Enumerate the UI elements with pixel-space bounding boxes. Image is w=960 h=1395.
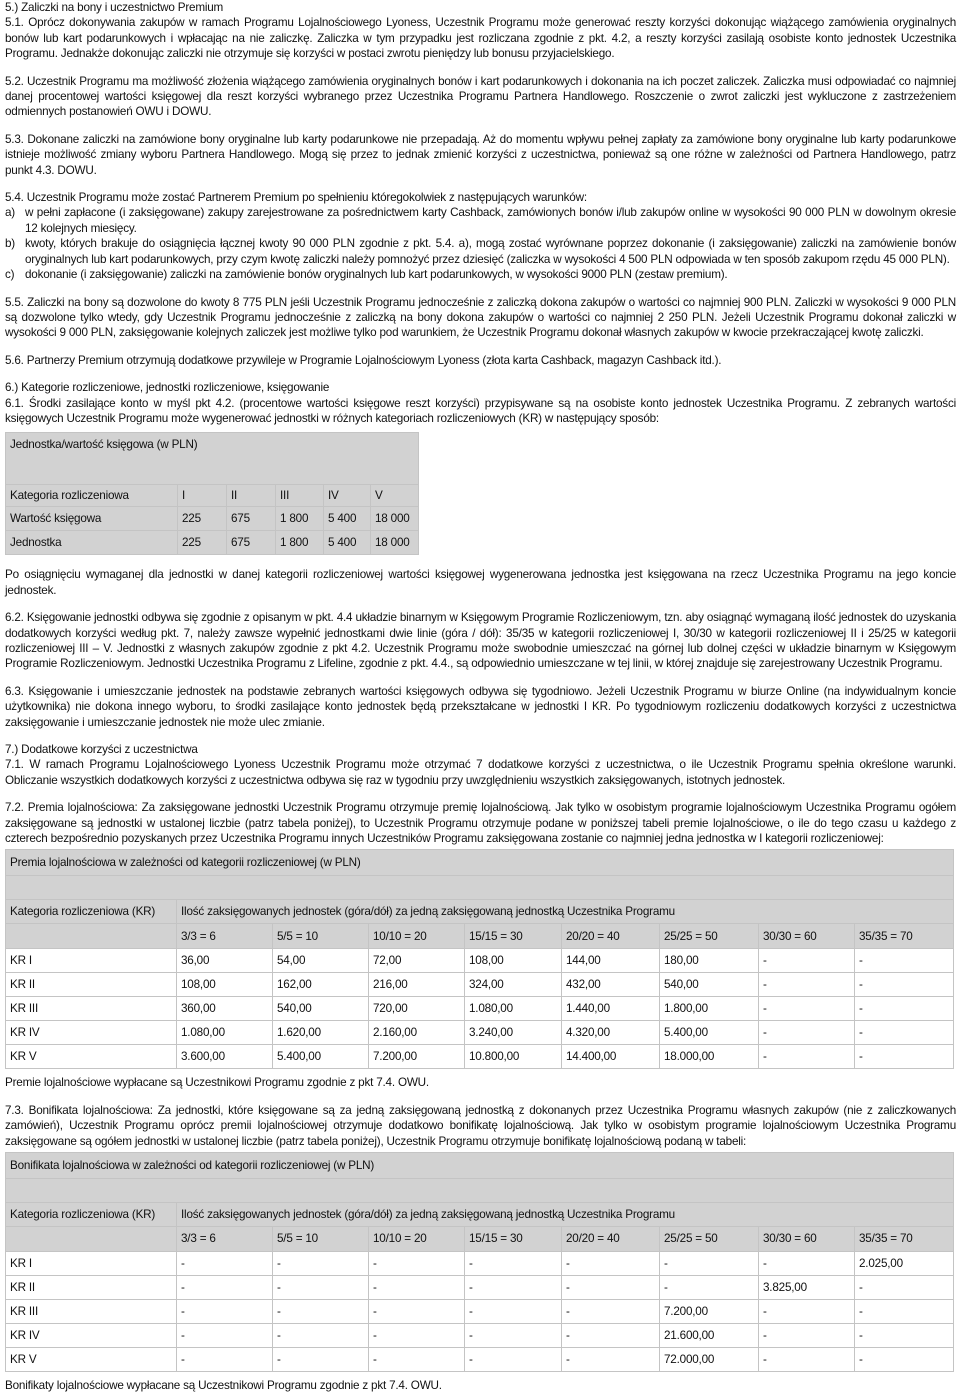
bonus-table-cell: - <box>273 1300 369 1324</box>
loyalty-premium-table <box>5 849 954 1069</box>
bonus-table-level: 30/30 = 60 <box>759 1227 855 1252</box>
bonus-table-cell: 72.000,00 <box>660 1348 759 1372</box>
paragraph-5-2: 5.2. Uczestnik Programu ma możliwość złożenia wiążącego zamówienia oryginalnych bonów i kart podarunkowych i dokonania na ich poczet zaliczek. Zaliczka musi odpowiadać co najmniej danej procentowej wartości księgowej dla reszt korzyści wybranego przez Uczestnika Programu Partnera Handlowego. Roszczenie o zwrot zaliczki jest wykluczone z zastrzeżeniem odmiennych postanowień OWU i DOWU. <box>5 74 956 119</box>
unit-table-cell: Wartość księgowa <box>6 507 178 531</box>
bonus-table-span-header: Ilość zaksięgowanych jednostek (góra/dół) za jedną zaksięgowaną jednostką Uczestnika Programu <box>177 1203 954 1227</box>
paragraph-6-2: 6.2. Księgowanie jednostki odbywa się zgodnie z opisanym w pkt. 4.4 układzie binarnym w Księgowym Programie Rozliczeniowym, tzn. aby osiągnąć wymaganą ilość jednostek do uzyskania dodatkowych korzyści według pkt. 7, należy zawsze wypełnić jednostkami dwie linie (góra / dół): 35/35 w kategorii rozliczeniowej I, 30/30 w kategorii rozliczeniowej II i 25/25 w kategorii rozliczeniowej III – V. Jednostki z własnych zakupów zgodnie z pkt 4.2. Uczestnik Programu może swobodnie umieszczać na górnej lub dolnej części w układzie binarnym w Księgowym Programie Rozliczeniowym. Jednostki Uczestnika Programu z Lifeline, zgodnie z pkt. 4.4., są odpowiednio umieszczane w tej linii, w której znajduje się zarejestrowany Uczestnik Programu. <box>5 611 956 671</box>
premium-table-cell: 54,00 <box>273 949 369 973</box>
bonus-table-note: Bonifikaty lojalnościowe wypłacane są Uczestnikowi Programu zgodnie z pkt 7.4. OWU. <box>5 1379 442 1393</box>
premium-table-cell: - <box>759 973 855 997</box>
premium-table-level-corner <box>6 924 177 949</box>
premium-table-cell: 162,00 <box>273 973 369 997</box>
premium-table-cell: 72,00 <box>369 949 465 973</box>
premium-table-cell: - <box>855 1045 954 1069</box>
bonus-table-cell: - <box>177 1300 273 1324</box>
premium-table-cell: 7.200,00 <box>369 1045 465 1069</box>
premium-table-level: 25/25 = 50 <box>660 924 759 949</box>
premium-table-cell: KR IV <box>6 1021 177 1045</box>
condition-c <box>5 267 956 282</box>
bonus-table-cell: - <box>465 1348 562 1372</box>
bonus-table-cell: - <box>759 1300 855 1324</box>
unit-table-cell: 5 400 <box>324 531 371 555</box>
premium-table-cell: - <box>759 997 855 1021</box>
bonus-table-level: 10/10 = 20 <box>369 1227 465 1252</box>
paragraph-7-2: 7.2. Premia lojalnościowa: Za zaksięgowane jednostki Uczestnik Programu otrzymuje premię lojalnościową. Jak tylko w osobistym programie lojalnościowym Uczestnika Programu ogółem zaksięgowane są jednostki w ustalonej liczbie (patrz tabela poniżej), to Uczestnik Programu otrzymuje podane w poniższej tabeli premie lojalnościowe, o ile do tego czasu u każdego z czterech bezpośrednio pozyskanych przez Uczestnika Programu innych Uczestników Programu zaksięgowana zostanie co najmniej jedna jednostka w I kategorii rozliczeniowej: <box>5 801 956 846</box>
bonus-table-cell: - <box>465 1252 562 1276</box>
unit-table-cell: II <box>227 485 276 507</box>
bonus-table-cell: 2.025,00 <box>855 1252 954 1276</box>
premium-table-cell: 1.620,00 <box>273 1021 369 1045</box>
unit-table-cell: 18 000 <box>371 531 419 555</box>
premium-table-cell: 3.600,00 <box>177 1045 273 1069</box>
bonus-table-cell: - <box>273 1252 369 1276</box>
bonus-table-cell: - <box>177 1324 273 1348</box>
bonus-table-level: 25/25 = 50 <box>660 1227 759 1252</box>
unit-table-caption: Jednostka/wartość księgowa (w PLN) <box>6 433 419 485</box>
bonus-table-cell: - <box>465 1300 562 1324</box>
bonus-table-cell: - <box>562 1276 660 1300</box>
premium-table-cell: 18.000,00 <box>660 1045 759 1069</box>
condition-c-key: c) <box>5 268 15 282</box>
bonus-table-cell: - <box>660 1276 759 1300</box>
bonus-table-cell: - <box>855 1300 954 1324</box>
unit-value-table <box>5 432 419 555</box>
premium-table-cell: - <box>759 1021 855 1045</box>
bonus-table-cell: - <box>177 1252 273 1276</box>
condition-b-text: kwoty, których brakuje do osiągnięcia łącznej kwoty 90 000 PLN zgodnie z pkt. 5.4. a), mogą zostać wyrównane poprzez dokonanie (i zaksięgowanie) zaliczki na zamówienie bonów oryginalnych lub kart podarunkowych, przy czym kwotę zaliczki należy pomnożyć przez dziesięć (zaliczka w wysokości 4 500 PLN odpowiada w ten sposób zakupom rzędu 45 000 PLN). <box>25 237 956 266</box>
premium-table-note: Premie lojalnościowe wypłacane są Uczestnikowi Programu zgodnie z pkt 7.4. OWU. <box>5 1076 429 1090</box>
bonus-table-column-header: Kategoria rozliczeniowa (KR) <box>6 1203 177 1227</box>
paragraph-7-3: 7.3. Bonifikata lojalnościowa: Za jednostki, które księgowane są za jedną zaksięgowaną jednostką z dokonanych przez Uczestnika Programu własnych zakupów (nie z zaliczkowanych zamówień), Uczestnik Programu oprócz premii lojalnościowej otrzymuje dodatkowo bonifikatę lojalnościową. Jak tylko w osobistym programie lojalnościowym Uczestnika Programu zaksięgowane są ogółem jednostki w ustalonej liczbie (patrz tabela poniżej), Uczestnik Programu otrzymuje bonifikatę lojalnościową podaną w tabeli: <box>5 1103 956 1148</box>
premium-table-cell: 3.240,00 <box>465 1021 562 1045</box>
unit-table-cell: 5 400 <box>324 507 371 531</box>
premium-table-level: 3/3 = 6 <box>177 924 273 949</box>
premium-table-level: 5/5 = 10 <box>273 924 369 949</box>
premium-table-cell: 5.400,00 <box>660 1021 759 1045</box>
paragraph-6-3: 6.3. Księgowanie i umieszczanie jednostek na podstawie zebranych wartości księgowych odbywa się tygodniowo. Jeżeli Uczestnik Programu w biurze Online (na indywidualnym koncie użytkownika) nie dokona innego wyboru, to środki zasilające konto jednostek będą przekształcane w jednostki I KR. Po tygodniowym rozliczeniu dodatkowych korzyści z uczestnictwa zaksięgowanie i umieszczanie jednostek nie może ulec zmianie. <box>5 684 956 729</box>
premium-table-cell: 216,00 <box>369 973 465 997</box>
bonus-table-cell: - <box>562 1348 660 1372</box>
bonus-table-cell: - <box>369 1348 465 1372</box>
premium-table-cell: 36,00 <box>177 949 273 973</box>
premium-table-cell: 1.800,00 <box>660 997 759 1021</box>
section-5-heading: 5.) Zaliczki na bony i uczestnictwo Premium <box>5 1 224 14</box>
premium-table-cell: 108,00 <box>177 973 273 997</box>
bonus-table-level: 5/5 = 10 <box>273 1227 369 1252</box>
premium-table-cell: - <box>855 973 954 997</box>
condition-b <box>5 236 956 267</box>
unit-table-cell: I <box>178 485 227 507</box>
bonus-table-cell: - <box>562 1300 660 1324</box>
premium-table-cell: - <box>759 1045 855 1069</box>
premium-table-level: 35/35 = 70 <box>855 924 954 949</box>
bonus-table-cell: KR I <box>6 1252 177 1276</box>
document-page <box>5 0 956 1393</box>
premium-table-cell: - <box>855 949 954 973</box>
bonus-table-cell: 21.600,00 <box>660 1324 759 1348</box>
condition-b-key: b) <box>5 237 15 251</box>
premium-table-cell: 540,00 <box>660 973 759 997</box>
condition-a-key: a) <box>5 206 15 220</box>
premium-table-cell: - <box>759 949 855 973</box>
premium-table-cell: 1.080,00 <box>177 1021 273 1045</box>
bonus-table-cell: - <box>562 1324 660 1348</box>
premium-table-level: 15/15 = 30 <box>465 924 562 949</box>
unit-table-cell: 1 800 <box>276 531 324 555</box>
bonus-table-cell: - <box>855 1348 954 1372</box>
premium-table-cell: 720,00 <box>369 997 465 1021</box>
bonus-table-cell: - <box>369 1276 465 1300</box>
bonus-table-cell: - <box>177 1276 273 1300</box>
condition-c-text: dokonanie (i zaksięgowanie) zaliczki na zamówienie bonów oryginalnych lub kart podarunkowych, w wysokości 9000 PLN (zestaw premium). <box>25 268 728 282</box>
premium-table-cell: KR II <box>6 973 177 997</box>
bonus-table-cell: - <box>369 1324 465 1348</box>
unit-table-cell: 225 <box>178 507 227 531</box>
bonus-table-level: 15/15 = 30 <box>465 1227 562 1252</box>
premium-table-cell: 144,00 <box>562 949 660 973</box>
premium-table-cell: 180,00 <box>660 949 759 973</box>
premium-table-cell: 360,00 <box>177 997 273 1021</box>
paragraph-5-3: 5.3. Dokonane zaliczki na zamówione bony oryginalne lub karty podarunkowe nie przepadają. Aż do momentu wpływu pełnej zapłaty za zamówione bony oryginalne lub karty podarunkowe istnieje możliwość zmiany wyboru Partnera Handlowego. Mogą się przez to jednak zmienić korzyści z uczestnictwa, ponieważ są one różne w zależności od Partnera Handlowego, patrz punkt 4.3. DOWU. <box>5 132 956 177</box>
premium-table-cell: 432,00 <box>562 973 660 997</box>
loyalty-bonus-table <box>5 1152 954 1372</box>
paragraph-6-1-after: Po osiągnięciu wymaganej dla jednostki w danej kategorii rozliczeniowej wartości księgowej wygenerowana jednostka jest księgowana na rzecz Uczestnika Programu na jego koncie jednostek. <box>5 568 956 597</box>
premium-table-cell: - <box>855 997 954 1021</box>
bonus-table-cell: - <box>660 1252 759 1276</box>
bonus-table-cell: - <box>465 1276 562 1300</box>
premium-table-cell: 324,00 <box>465 973 562 997</box>
paragraph-5-4: 5.4. Uczestnik Programu może zostać Partnerem Premium po spełnieniu któregokolwiek z następujących warunków: <box>5 191 587 205</box>
bonus-table-cell: - <box>369 1252 465 1276</box>
unit-table-cell: IV <box>324 485 371 507</box>
premium-table-cell: 540,00 <box>273 997 369 1021</box>
section-7-heading: 7.) Dodatkowe korzyści z uczestnictwa <box>5 743 198 756</box>
bonus-table-cell: - <box>465 1324 562 1348</box>
premium-table-span-header: Ilość zaksięgowanych jednostek (góra/dół) za jedną zaksięgowaną jednostką Uczestnika Programu <box>177 900 954 924</box>
bonus-table-cell: KR IV <box>6 1324 177 1348</box>
bonus-table-level-corner <box>6 1227 177 1252</box>
premium-table-cell: - <box>855 1021 954 1045</box>
unit-table-cell: 18 000 <box>371 507 419 531</box>
unit-table-cell: 675 <box>227 531 276 555</box>
premium-table-cell: 4.320,00 <box>562 1021 660 1045</box>
premium-table-cell: 2.160,00 <box>369 1021 465 1045</box>
bonus-table-caption: Bonifikata lojalnościowa w zależności od kategorii rozliczeniowej (w PLN) <box>6 1153 954 1179</box>
premium-table-cell: 10.800,00 <box>465 1045 562 1069</box>
bonus-table-cell: KR V <box>6 1348 177 1372</box>
premium-table-level: 20/20 = 40 <box>562 924 660 949</box>
bonus-table-level: 3/3 = 6 <box>177 1227 273 1252</box>
premium-table-cell: 1.440,00 <box>562 997 660 1021</box>
paragraph-5-6: 5.6. Partnerzy Premium otrzymują dodatkowe przywileje w Programie Lojalnościowym Lyoness (złota karta Cashback, magazyn Cashback itd.). <box>5 353 722 367</box>
bonus-table-blank-row <box>6 1179 954 1203</box>
premium-table-cell: KR V <box>6 1045 177 1069</box>
bonus-table-cell: - <box>855 1276 954 1300</box>
bonus-table-cell: - <box>759 1324 855 1348</box>
condition-a-text: w pełni zapłacone (i zaksięgowane) zakupy zarejestrowane za pośrednictwem karty Cashback, zamówionych bonów i/lub zakupów online w wysokości 90 000 PLN w dowolnym okresie 12 kolejnych miesięcy. <box>25 206 956 235</box>
bonus-table-level: 20/20 = 40 <box>562 1227 660 1252</box>
section-6-heading: 6.) Kategorie rozliczeniowe, jednostki rozliczeniowe, księgowanie <box>5 381 330 395</box>
unit-table-cell: Kategoria rozliczeniowa <box>6 485 178 507</box>
bonus-table-cell: - <box>562 1252 660 1276</box>
bonus-table-cell: - <box>855 1324 954 1348</box>
bonus-table-cell: - <box>273 1276 369 1300</box>
premium-table-level: 30/30 = 60 <box>759 924 855 949</box>
premium-table-cell: 5.400,00 <box>273 1045 369 1069</box>
premium-table-cell: 14.400,00 <box>562 1045 660 1069</box>
bonus-table-cell: - <box>759 1348 855 1372</box>
premium-table-cell: 1.080,00 <box>465 997 562 1021</box>
unit-table-cell: Jednostka <box>6 531 178 555</box>
premium-table-level: 10/10 = 20 <box>369 924 465 949</box>
premium-table-column-header: Kategoria rozliczeniowa (KR) <box>6 900 177 924</box>
paragraph-7-1: 7.1. W ramach Programu Lojalnościowego Lyoness Uczestnik Programu może otrzymać 7 dodatkowe korzyści z uczestnictwa, o ile Uczestnik Programu spełnia określone warunki. Obliczanie wszystkich dodatkowych korzyści z uczestnictwa odbywa się raz w tygodniu przy uwzględnieniu wszystkich zaksięgowanych, istotnych jednostek. <box>5 758 956 787</box>
paragraph-5-5: 5.5. Zaliczki na bony są dozwolone do kwoty 8 775 PLN jeśli Uczestnik Programu jednocześnie z zaliczką dokona zakupów o wartości co najmniej 900 PLN. Zaliczki w wysokości 9 000 PLN są dozwolone tylko wtedy, gdy Uczestnik Programu jednocześnie z zaliczką na bony dokona zakupów o wartości co najmniej 2 250 PLN. Jeżeli Uczestnik Programu dokonał zaliczki w wysokości 9 000 PLN, zaksięgowanie kolejnych zaliczek jest możliwe tylko pod warunkiem, że Uczestnik Programu dokonał własnych zakupów w kwocie przekraczającej kwotę zaliczki. <box>5 295 956 340</box>
unit-table-cell: 225 <box>178 531 227 555</box>
bonus-table-cell: - <box>273 1348 369 1372</box>
bonus-table-cell: - <box>759 1252 855 1276</box>
paragraph-6-1: 6.1. Środki zasilające konto w myśl pkt 4.2. (procentowe wartości księgowe reszt korzyści) przypisywane są na osobiste konto jednostek Uczestnika Programu. Z zebranych wartości księgowych Uczestnik Programu może wygenerować jednostki w różnych kategoriach rozliczeniowych (KR) w następujący sposób: <box>5 396 956 425</box>
bonus-table-level: 35/35 = 70 <box>855 1227 954 1252</box>
bonus-table-cell: 3.825,00 <box>759 1276 855 1300</box>
premium-table-cell: KR I <box>6 949 177 973</box>
bonus-table-cell: KR II <box>6 1276 177 1300</box>
bonus-table-cell: 7.200,00 <box>660 1300 759 1324</box>
unit-table-cell: 675 <box>227 507 276 531</box>
premium-table-blank-row <box>6 876 954 900</box>
bonus-table-cell: - <box>369 1300 465 1324</box>
unit-table-cell: 1 800 <box>276 507 324 531</box>
bonus-table-cell: KR III <box>6 1300 177 1324</box>
premium-table-cell: KR III <box>6 997 177 1021</box>
premium-table-cell: 108,00 <box>465 949 562 973</box>
premium-table-caption: Premia lojalnościowa w zależności od kategorii rozliczeniowej (w PLN) <box>6 850 954 876</box>
bonus-table-cell: - <box>273 1324 369 1348</box>
unit-table-cell: III <box>276 485 324 507</box>
unit-table-cell: V <box>371 485 419 507</box>
paragraph-5-1: 5.1. Oprócz dokonywania zakupów w ramach Programu Lojalnościowego Lyoness, Uczestnik Programu może generować reszty korzyści dokonując wiążącego zamówienia oryginalnych bonów lub kart podarunkowych i wpłacając na nie zaliczkę. Zaliczka w tym przypadku jest rozliczana zgodnie z pkt. 4.2, a reszty korzyści zasilają osobiste konto jednostek Uczestnika Programu. Jednakże dokonując zaliczki nie otrzymuje się korzyści w postaci zwrotu pieniędzy lub bonusu przyjacielskiego. <box>5 16 956 61</box>
condition-a <box>5 205 956 236</box>
bonus-table-cell: - <box>177 1348 273 1372</box>
